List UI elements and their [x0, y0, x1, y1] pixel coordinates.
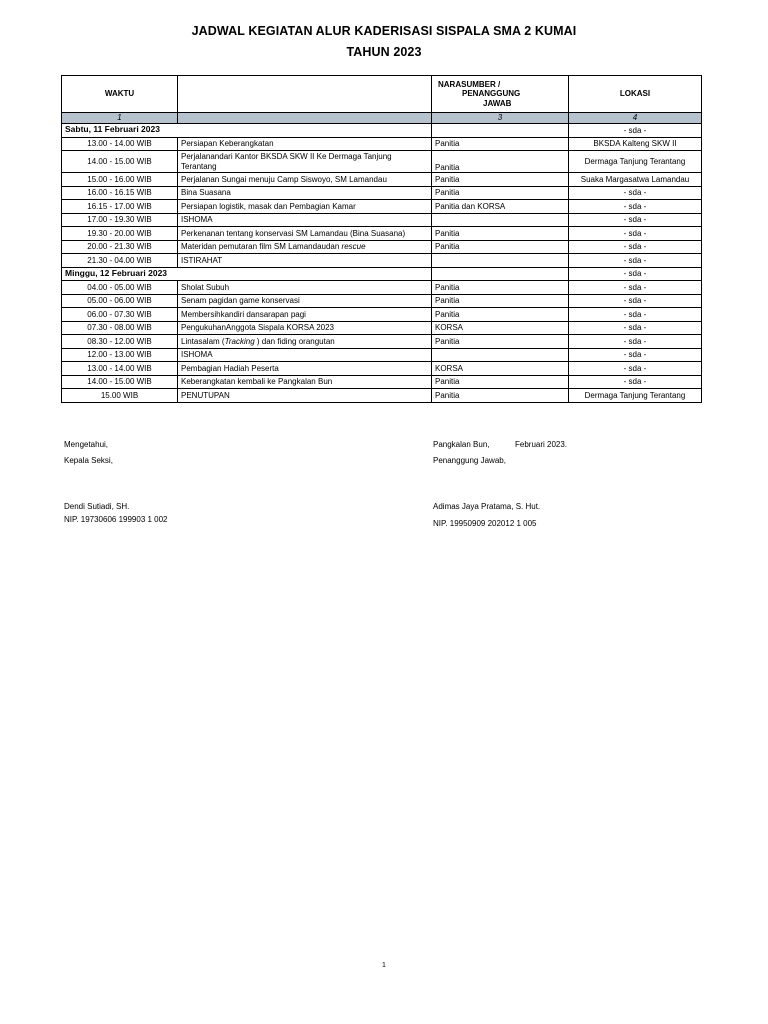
header-row [62, 76, 702, 113]
lokasi-cell: Suaka Margasatwa Lamandau [569, 173, 702, 187]
lokasi-cell: - sda - [569, 213, 702, 227]
pj-cell: Panitia [432, 151, 569, 173]
signature-right-date: Februari 2023. [515, 440, 568, 449]
waktu-cell: 14.00 - 15.00 WIB [62, 151, 178, 173]
kegiatan-text: ) dan fiding orangutan [254, 336, 335, 346]
table-row [62, 294, 702, 308]
day-row [62, 267, 702, 281]
signature-right-name: Adimas Jaya Pratama, S. Hut. [433, 502, 541, 511]
waktu-cell: 16.00 - 16.15 WIB [62, 186, 178, 200]
kegiatan-cell: ISHOMA [178, 348, 432, 362]
lokasi-cell: - sda - [569, 294, 702, 308]
table-row [62, 348, 702, 362]
waktu-cell: 16.15 - 17.00 WIB [62, 200, 178, 214]
kegiatan-cell: Membersihkandiri dansarapan pagi [178, 308, 432, 322]
header-narasumber-line2: PENANGGUNG [462, 89, 521, 99]
pj-cell: Panitia [432, 375, 569, 389]
lokasi-cell: - sda - [569, 281, 702, 295]
waktu-cell: 13.00 - 14.00 WIB [62, 362, 178, 376]
column-number-row [62, 113, 702, 124]
table-row [62, 173, 702, 187]
kegiatan-italic-text: rescue [341, 242, 366, 252]
column-number: 3 [432, 113, 569, 124]
table-row [62, 213, 702, 227]
kegiatan-cell [178, 240, 432, 254]
page-number: 1 [382, 962, 386, 969]
table-row [62, 254, 702, 268]
kegiatan-cell: Perkenanan tentang konservasi SM Lamandau (Bina Suasana) [178, 227, 432, 241]
lokasi-cell: - sda - [569, 240, 702, 254]
pj-cell: KORSA [432, 362, 569, 376]
lokasi-cell: Dermaga Tanjung Terantang [569, 151, 702, 173]
kegiatan-cell: Keberangkatan kembali ke Pangkalan Bun [178, 375, 432, 389]
pj-cell: Panitia [432, 294, 569, 308]
waktu-cell: 08.30 - 12.00 WIB [62, 335, 178, 349]
kegiatan-cell: Sholat Subuh [178, 281, 432, 295]
table-row [62, 186, 702, 200]
header-waktu: WAKTU [62, 76, 178, 113]
signature-left-nip: NIP. 19730606 199903 1 002 [64, 515, 168, 524]
signature-right-line2: Penanggung Jawab, [433, 456, 506, 465]
kegiatan-cell: ISTIRAHAT [178, 254, 432, 268]
waktu-cell: 15.00 WIB [62, 389, 178, 403]
table-row [62, 137, 702, 151]
pj-cell [432, 254, 569, 268]
table-row [62, 227, 702, 241]
pj-cell: Panitia [432, 335, 569, 349]
kegiatan-cell: Bina Suasana [178, 186, 432, 200]
header-kegiatan [178, 76, 432, 113]
kegiatan-cell [178, 335, 432, 349]
pj-cell: Panitia [432, 137, 569, 151]
lokasi-cell: BKSDA Kalteng SKW II [569, 137, 702, 151]
table-row [62, 389, 702, 403]
table-row [62, 375, 702, 389]
kegiatan-text: Lintasalam ( [181, 336, 225, 346]
lokasi-cell: - sda - [569, 267, 702, 281]
header-narasumber-line1: NARASUMBER / [438, 80, 501, 90]
day-label: Sabtu, 11 Februari 2023 [62, 124, 432, 138]
lokasi-cell: - sda - [569, 308, 702, 322]
kegiatan-cell: ISHOMA [178, 213, 432, 227]
kegiatan-cell: PengukuhanAnggota Sispala KORSA 2023 [178, 321, 432, 335]
pj-cell: Panitia [432, 240, 569, 254]
table-cell [432, 124, 569, 138]
table-row [62, 200, 702, 214]
table-row [62, 151, 702, 173]
schedule-table [61, 75, 702, 403]
waktu-cell: 05.00 - 06.00 WIB [62, 294, 178, 308]
lokasi-cell: - sda - [569, 335, 702, 349]
waktu-cell: 06.00 - 07.30 WIB [62, 308, 178, 322]
header-narasumber [432, 76, 569, 113]
waktu-cell: 13.00 - 14.00 WIB [62, 137, 178, 151]
signature-right-place: Pangkalan Bun, [433, 440, 490, 449]
waktu-cell: 15.00 - 16.00 WIB [62, 173, 178, 187]
waktu-cell: 20.00 - 21.30 WIB [62, 240, 178, 254]
lokasi-cell: - sda - [569, 254, 702, 268]
table-row [62, 308, 702, 322]
lokasi-cell: - sda - [569, 186, 702, 200]
pj-cell: KORSA [432, 321, 569, 335]
kegiatan-cell: Senam pagidan game konservasi [178, 294, 432, 308]
kegiatan-cell: Persiapan Keberangkatan [178, 137, 432, 151]
header-lokasi: LOKASI [569, 76, 702, 113]
pj-cell: Panitia [432, 389, 569, 403]
day-row [62, 124, 702, 138]
lokasi-cell: - sda - [569, 124, 702, 138]
document-title: JADWAL KEGIATAN ALUR KADERISASI SISPALA SMA 2 KUMAI [191, 24, 577, 38]
pj-cell: Panitia [432, 227, 569, 241]
table-cell [432, 267, 569, 281]
signature-left-line2: Kepala Seksi, [64, 456, 113, 465]
waktu-cell: 19.30 - 20.00 WIB [62, 227, 178, 241]
lokasi-cell: - sda - [569, 200, 702, 214]
table-row [62, 321, 702, 335]
header-narasumber-line3: JAWAB [483, 98, 512, 108]
day-label: Minggu, 12 Februari 2023 [62, 267, 432, 281]
kegiatan-cell: Perjalanan Sungai menuju Camp Siswoyo, SM Lamandau [178, 173, 432, 187]
lokasi-cell: Dermaga Tanjung Terantang [569, 389, 702, 403]
table-row [62, 281, 702, 295]
waktu-cell: 04.00 - 05.00 WIB [62, 281, 178, 295]
kegiatan-cell: Pembagian Hadiah Peserta [178, 362, 432, 376]
table-row [62, 240, 702, 254]
signature-right-nip: NIP. 19950909 202012 1 005 [433, 519, 537, 528]
document-year: TAHUN 2023 [346, 45, 422, 59]
signature-left-line1: Mengetahui, [64, 440, 109, 449]
waktu-cell: 14.00 - 15.00 WIB [62, 375, 178, 389]
waktu-cell: 12.00 - 13.00 WIB [62, 348, 178, 362]
kegiatan-cell: Persiapan logistik, masak dan Pembagian Kamar [178, 200, 432, 214]
kegiatan-cell: PENUTUPAN [178, 389, 432, 403]
signature-left-name: Dendi Sutiadi, SH. [64, 502, 130, 511]
lokasi-cell: - sda - [569, 321, 702, 335]
table-row [62, 362, 702, 376]
pj-cell: Panitia [432, 173, 569, 187]
table-row [62, 335, 702, 349]
pj-cell: Panitia [432, 281, 569, 295]
waktu-cell: 17.00 - 19.30 WIB [62, 213, 178, 227]
lokasi-cell: - sda - [569, 362, 702, 376]
lokasi-cell: - sda - [569, 375, 702, 389]
waktu-cell: 21.30 - 04.00 WIB [62, 254, 178, 268]
column-number: 1 [62, 113, 178, 124]
kegiatan-cell: Perjalanandari Kantor BKSDA SKW II Ke Dermaga Tanjung Terantang [178, 151, 432, 173]
pj-cell [432, 348, 569, 362]
column-number [178, 113, 432, 124]
pj-cell [432, 213, 569, 227]
lokasi-cell: - sda - [569, 227, 702, 241]
kegiatan-italic-text: Tracking [224, 336, 255, 346]
lokasi-cell: - sda - [569, 348, 702, 362]
pj-cell: Panitia [432, 308, 569, 322]
pj-cell: Panitia dan KORSA [432, 200, 569, 214]
pj-cell: Panitia [432, 186, 569, 200]
kegiatan-text: Materidan pemutaran film SM Lamandaudan [181, 242, 340, 252]
waktu-cell: 07.30 - 08.00 WIB [62, 321, 178, 335]
column-number: 4 [569, 113, 702, 124]
